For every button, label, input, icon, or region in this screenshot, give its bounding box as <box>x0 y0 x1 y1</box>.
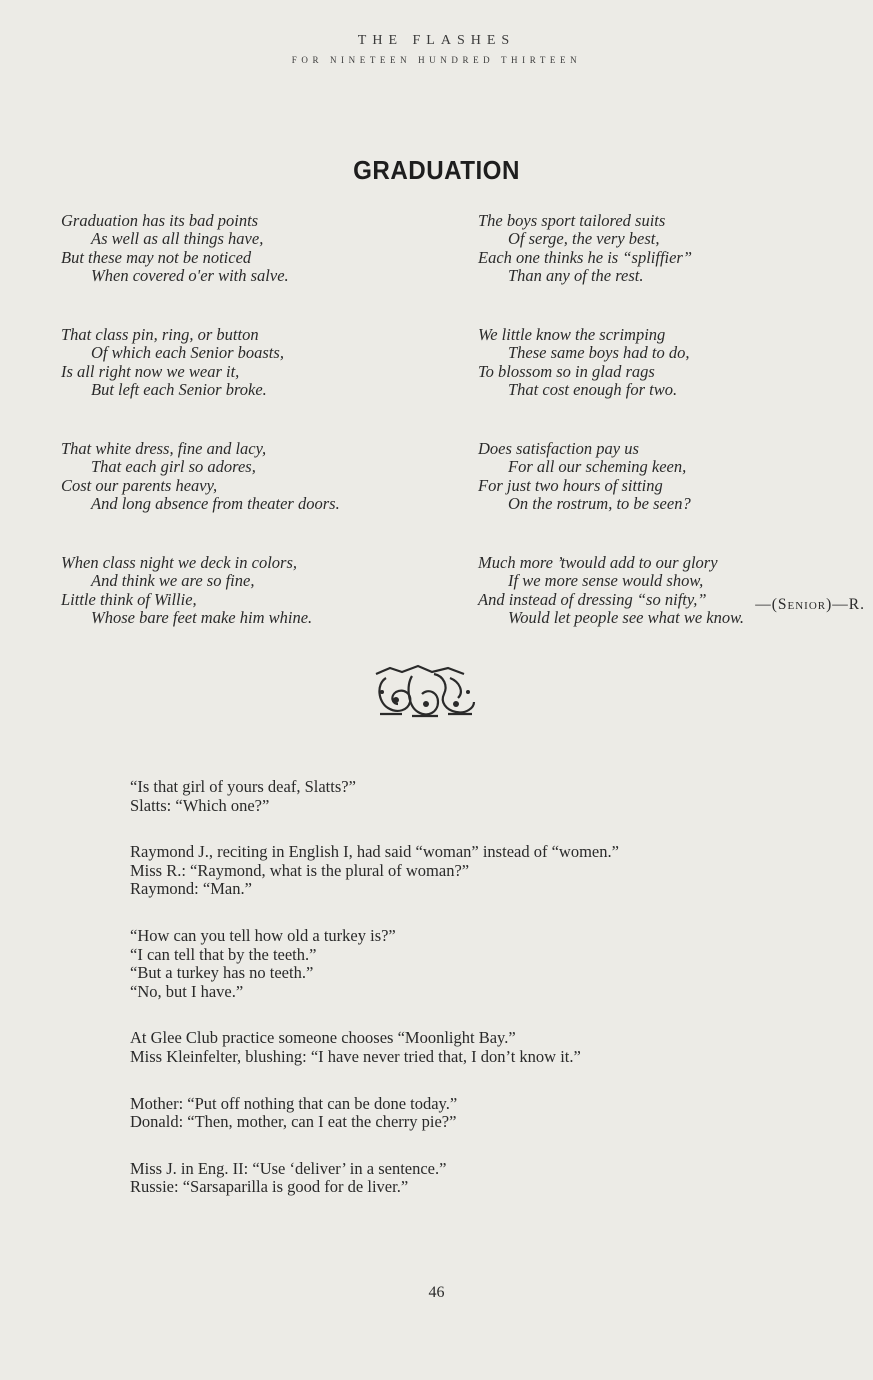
poem-line: That class pin, ring, or button <box>61 325 259 344</box>
poem-stanza <box>478 212 858 286</box>
joke-line: “No, but I have.” <box>130 981 244 1001</box>
poem-line: These same boys had to do, <box>508 343 690 363</box>
header-subtitle: FOR NINETEEN HUNDRED THIRTEEN <box>291 55 582 65</box>
joke <box>130 1095 830 1132</box>
poem-line: Each one thinks he is “spliffier” <box>478 247 693 267</box>
poem-line: That each girl so adores, <box>91 457 256 477</box>
poem-line: For just two hours of sitting <box>478 475 663 495</box>
poem-line: Graduation has its bad points <box>61 211 259 230</box>
poem-line: Of serge, the very best, <box>508 229 660 249</box>
header-title: THE FLASHES <box>357 33 516 48</box>
poem-title: GRADUATION <box>353 155 520 185</box>
poem-line: Than any of the rest. <box>508 266 644 286</box>
poem-left-column <box>61 212 461 668</box>
poem-stanza <box>61 212 461 286</box>
joke-line: “Is that girl of yours deaf, Slatts?” <box>130 777 356 796</box>
poem-stanza <box>478 326 858 400</box>
poem-line: When class night we deck in colors, <box>61 553 297 572</box>
poem-line: Would let people see what we know. <box>508 608 745 628</box>
poem-line: Cost our parents heavy, <box>61 475 218 495</box>
joke-line: At Glee Club practice someone chooses “Moonlight Bay.” <box>130 1028 516 1048</box>
joke <box>130 1029 830 1066</box>
poem-signature: —(Senior)—R. <box>755 596 865 613</box>
poem-stanza <box>61 326 461 400</box>
poem-line: Does satisfaction pay us <box>478 439 639 458</box>
poem-line: Much more ’twould add to our glory <box>478 553 718 572</box>
poem-stanza <box>61 554 461 628</box>
joke <box>130 927 830 1001</box>
joke-line: Donald: “Then, mother, can I eat the cherry pie?” <box>130 1112 457 1132</box>
joke-line: Russie: “Sarsaparilla is good for de liver.” <box>130 1177 409 1197</box>
joke-line: “I can tell that by the teeth.” <box>130 944 317 964</box>
poem-stanza <box>478 440 858 514</box>
joke <box>130 843 830 899</box>
joke <box>130 778 830 815</box>
poem-line: To blossom so in glad rags <box>478 361 655 381</box>
poem-line: When covered o'er with salve. <box>91 266 289 286</box>
poem-line: For all our scheming keen, <box>508 457 687 477</box>
joke-line: “How can you tell how old a turkey is?” <box>130 925 396 945</box>
joke-line: Slatts: “Which one?” <box>130 795 270 815</box>
joke-line: Raymond: “Man.” <box>130 879 252 899</box>
poem-line: And instead of dressing “so nifty,” <box>478 589 707 609</box>
joke-line: Miss J. in Eng. II: “Use ‘deliver’ in a sentence.” <box>130 1158 447 1178</box>
poem-line: And think we are so fine, <box>91 571 255 591</box>
poem-line: Little think of Willie, <box>61 589 197 609</box>
joke-line: Miss Kleinfelter, blushing: “I have never tried that, I don’t know it.” <box>130 1046 581 1066</box>
poem-line: Is all right now we wear it, <box>61 361 240 381</box>
poem-line: But left each Senior broke. <box>91 380 267 400</box>
joke <box>130 1160 830 1197</box>
page-number: 46 <box>428 1284 445 1301</box>
joke-line: “But a turkey has no teeth.” <box>130 963 314 983</box>
poem-stanza <box>61 440 461 514</box>
poem-line: We little know the scrimping <box>478 325 666 344</box>
poem-line: That cost enough for two. <box>508 380 678 400</box>
poem-line: Whose bare feet make him whine. <box>91 608 313 628</box>
joke-line: Mother: “Put off nothing that can be done today.” <box>130 1093 458 1113</box>
poem-stanza <box>478 554 858 628</box>
ornamental-monogram-icon <box>372 662 478 720</box>
poem-line: If we more sense would show, <box>508 571 704 591</box>
poem-line: That white dress, fine and lacy, <box>61 439 267 458</box>
joke-line: Raymond J., reciting in English I, had said “woman” instead of “women.” <box>130 842 619 862</box>
jokes-section <box>130 778 830 1225</box>
poem-line: Of which each Senior boasts, <box>91 343 284 363</box>
joke-line: Miss R.: “Raymond, what is the plural of woman?” <box>130 860 470 880</box>
poem-line: On the rostrum, to be seen? <box>508 494 691 514</box>
poem-line: As well as all things have, <box>91 229 264 249</box>
poem-line: And long absence from theater doors. <box>91 494 340 514</box>
poem-line: But these may not be noticed <box>61 247 252 267</box>
poem-line: The boys sport tailored suits <box>478 211 666 230</box>
